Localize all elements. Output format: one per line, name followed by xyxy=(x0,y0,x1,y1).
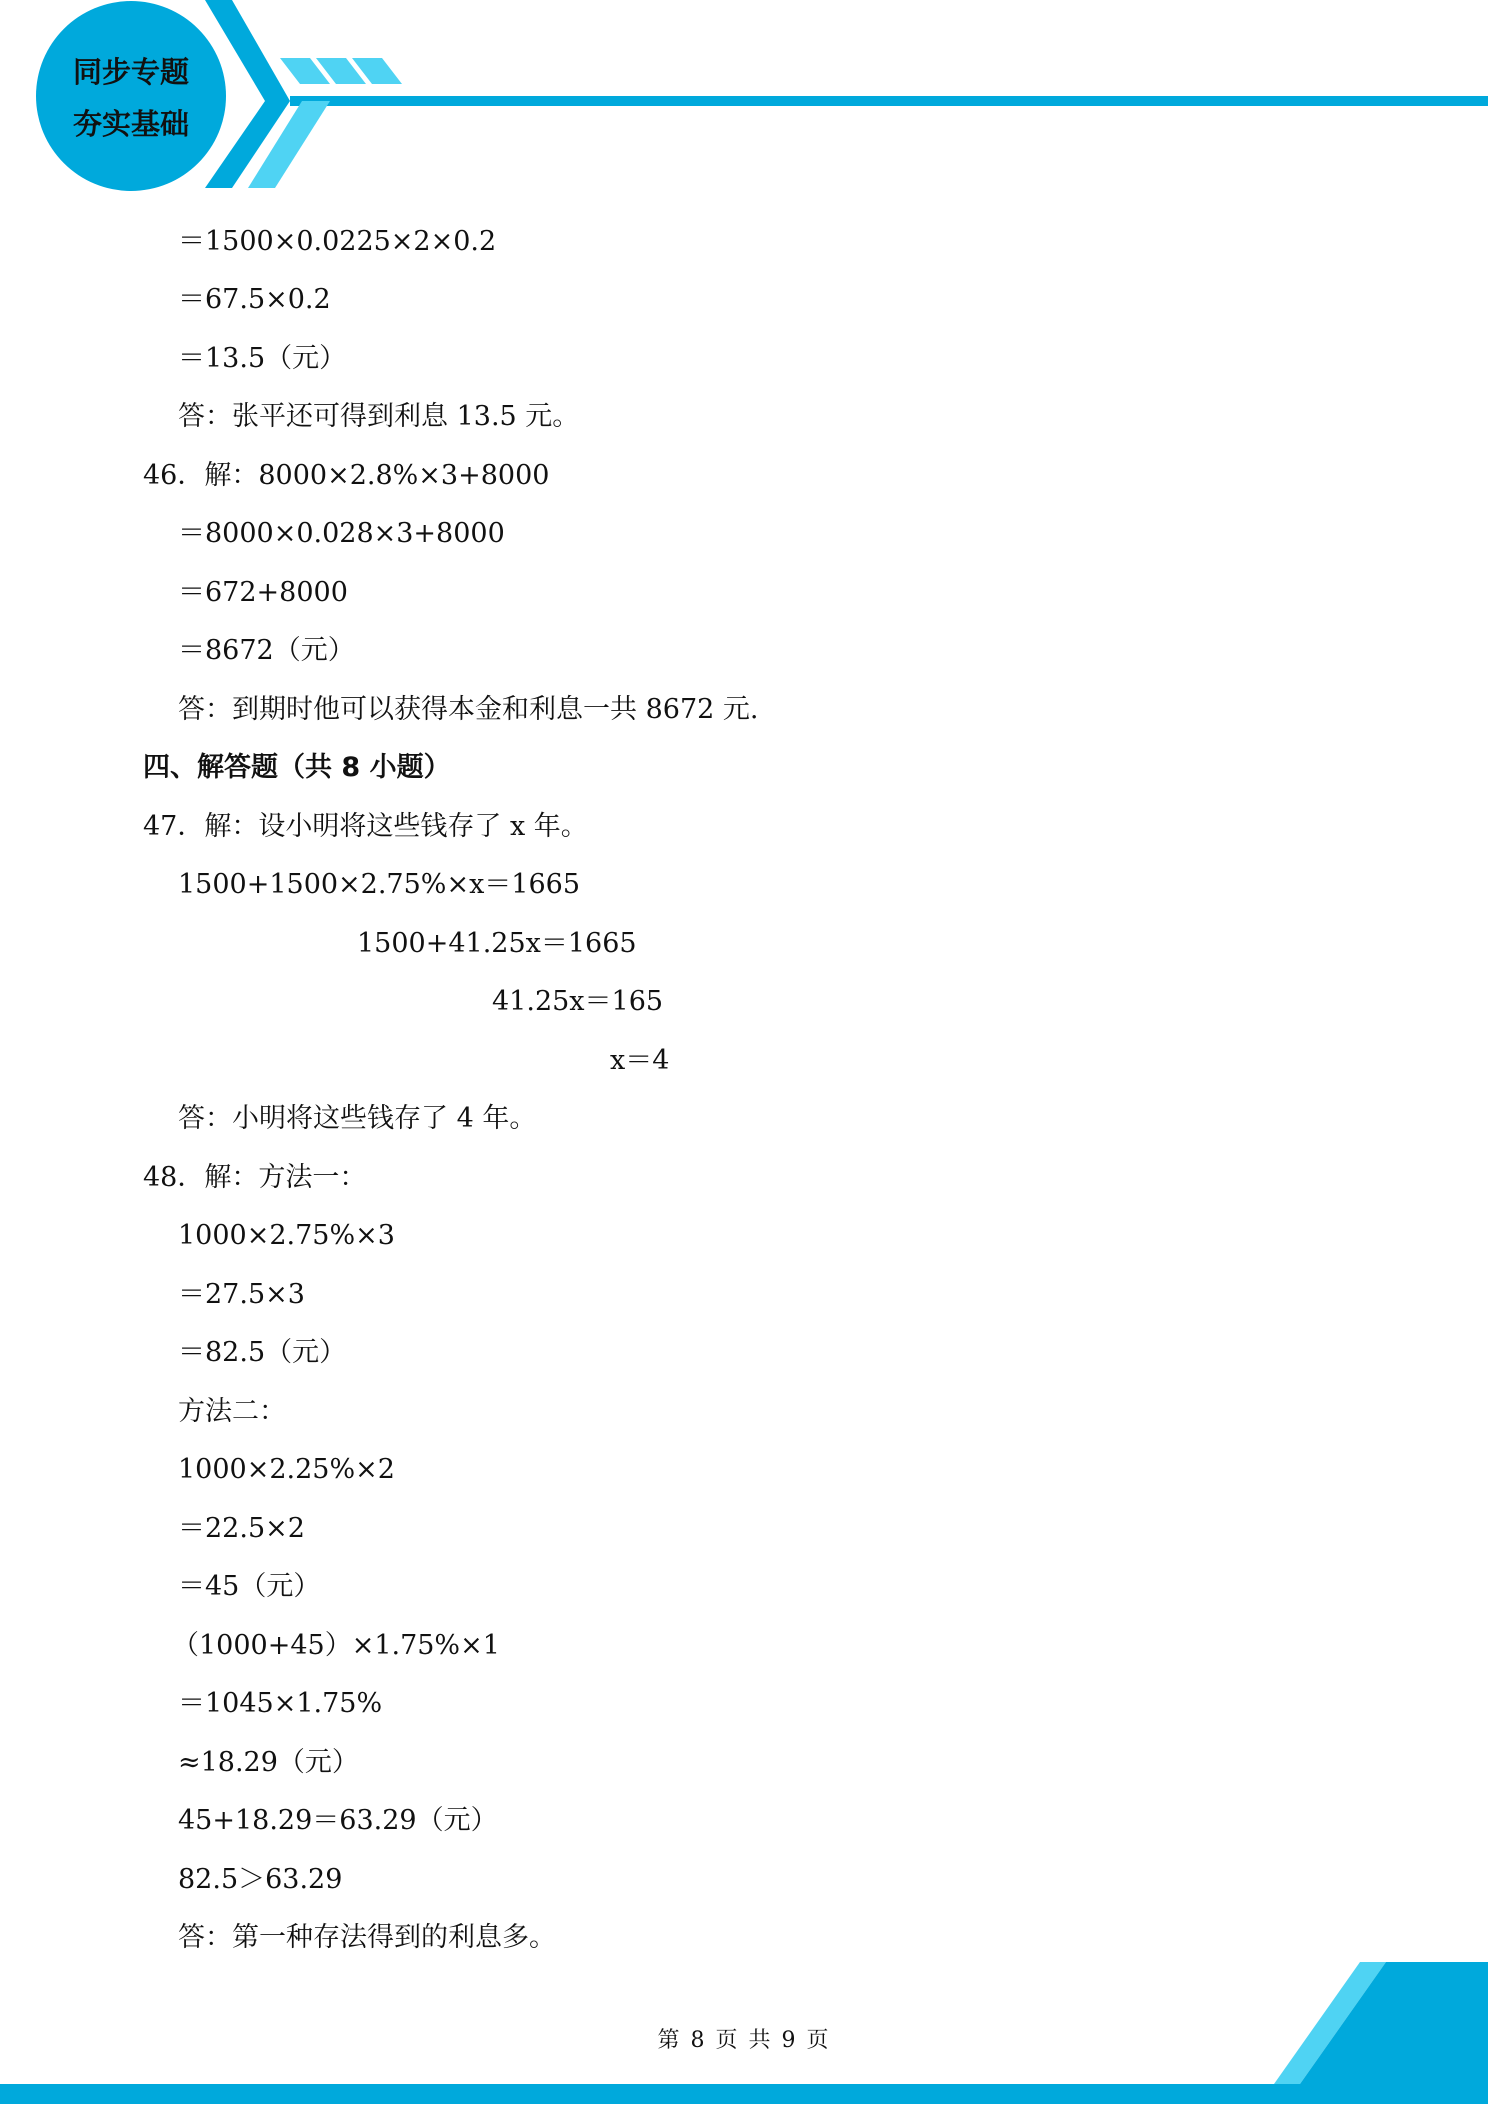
comparison-line: 82.5＞63.29 xyxy=(178,1864,343,1895)
calc-line: ＝82.5（元） xyxy=(178,1337,347,1368)
calc-line: 45+18.29＝63.29（元） xyxy=(178,1805,498,1836)
calc-line: ＝672+8000 xyxy=(178,577,348,608)
calc-line: ＝22.5×2 xyxy=(178,1513,305,1544)
header-stripe xyxy=(290,96,1488,106)
page-number: 第 8 页 共 9 页 xyxy=(657,2028,831,2053)
problem-46-header: 46．解：8000×2.8%×3+8000 xyxy=(143,460,550,491)
answer-line: 答：小明将这些钱存了 4 年。 xyxy=(178,1103,537,1134)
calc-line: ＝27.5×3 xyxy=(178,1279,305,1310)
answer-line: 答：到期时他可以获得本金和利息一共 8672 元. xyxy=(178,694,759,725)
equation-line: 1500+1500×2.75%×x＝1665 xyxy=(178,869,581,900)
calc-line: 1000×2.75%×3 xyxy=(178,1220,395,1251)
calc-line: （1000+45）×1.75%×1 xyxy=(172,1630,500,1661)
calc-line: ＝1500×0.0225×2×0.2 xyxy=(178,226,497,257)
calc-line: ＝1045×1.75% xyxy=(178,1688,383,1719)
calc-line: ＝67.5×0.2 xyxy=(178,284,331,315)
calc-line: ＝13.5（元） xyxy=(178,343,347,374)
badge-line-1: 同步专题 xyxy=(72,55,189,89)
section-heading: 四、解答题（共 8 小题） xyxy=(143,752,451,783)
calc-line: ＝8000×0.028×3+8000 xyxy=(178,518,505,549)
footer-stripe xyxy=(0,2084,1488,2104)
problem-48-header: 48．解：方法一： xyxy=(143,1162,367,1193)
answer-line: 答：张平还可得到利息 13.5 元。 xyxy=(178,401,580,432)
calc-line: ＝8672（元） xyxy=(178,635,355,666)
answer-line: 答：第一种存法得到的利息多。 xyxy=(178,1922,556,1953)
method-label: 方法二： xyxy=(178,1396,286,1427)
equation-line: 1500+41.25x＝1665 xyxy=(357,928,637,959)
calc-line: 1000×2.25%×2 xyxy=(178,1454,395,1485)
equation-line: 41.25x＝165 xyxy=(492,986,664,1017)
problem-47-header: 47．解：设小明将这些钱存了 x 年。 xyxy=(143,811,588,842)
calc-line: ≈18.29（元） xyxy=(178,1747,359,1778)
header-badge xyxy=(36,8,226,188)
badge-line-2: 夯实基础 xyxy=(72,107,189,141)
calc-line: ＝45（元） xyxy=(178,1571,321,1602)
equation-line: x＝4 xyxy=(610,1045,670,1076)
